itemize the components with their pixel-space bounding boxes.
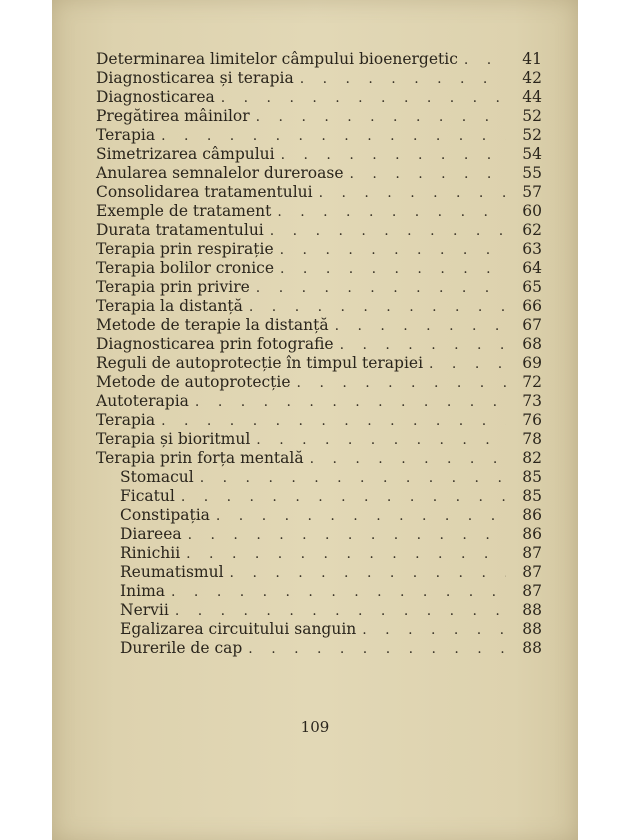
toc-entry-title: Durata tratamentului — [96, 221, 264, 239]
dot-leader — [300, 70, 506, 89]
toc-entry-page-number: 82 — [522, 449, 542, 467]
page-number: 109 — [300, 718, 330, 736]
toc-entry-page-number: 42 — [522, 69, 542, 87]
toc-entry-page-number: 44 — [522, 88, 542, 106]
dot-leader — [256, 279, 506, 298]
toc-entry-page-number: 41 — [522, 50, 542, 68]
toc-entry — [96, 183, 542, 202]
dot-leader — [221, 89, 506, 108]
toc-entry — [96, 259, 542, 278]
toc-subentry — [96, 506, 542, 525]
dot-leader — [270, 222, 506, 241]
toc-entry-title: Constipația — [120, 506, 210, 524]
dot-leader — [335, 317, 506, 336]
toc-entry-page-number: 86 — [522, 525, 542, 543]
toc-entry-title: Terapia prin forța mentală — [96, 449, 304, 467]
toc-subentry — [96, 487, 542, 506]
dot-leader — [464, 51, 506, 70]
toc-entry-page-number: 72 — [522, 373, 542, 391]
table-of-contents — [96, 50, 542, 658]
toc-entry — [96, 278, 542, 297]
toc-entry-title: Exemple de tratament — [96, 202, 272, 220]
toc-entry-page-number: 64 — [522, 259, 542, 277]
dot-leader — [319, 184, 506, 203]
toc-entry — [96, 164, 542, 183]
toc-entry-title: Reguli de autoprotecție în timpul terapiei — [96, 354, 424, 372]
toc-entry-title: Diagnosticarea prin fotografie — [96, 335, 334, 353]
toc-entry-page-number: 73 — [522, 392, 542, 410]
book-page — [52, 0, 578, 840]
toc-entry — [96, 50, 542, 69]
dot-leader — [297, 374, 506, 393]
toc-entry-title: Determinarea limitelor câmpului bioenergetic — [96, 50, 458, 68]
toc-entry-title: Rinichii — [120, 544, 181, 562]
toc-entry-title: Terapia și bioritmul — [96, 430, 251, 448]
dot-leader — [171, 583, 506, 602]
toc-entry — [96, 202, 542, 221]
toc-entry-page-number: 54 — [522, 145, 542, 163]
dot-leader — [429, 355, 506, 374]
dot-leader — [310, 450, 506, 469]
toc-entry-title: Diagnosticarea și terapia — [96, 69, 294, 87]
dot-leader — [248, 640, 506, 659]
dot-leader — [256, 108, 506, 127]
toc-entry-title: Durerile de cap — [120, 639, 243, 657]
toc-entry — [96, 88, 542, 107]
toc-entry-title: Terapia — [96, 126, 156, 144]
toc-entry-page-number: 60 — [522, 202, 542, 220]
dot-leader — [195, 393, 506, 412]
toc-entry-page-number: 88 — [522, 601, 542, 619]
toc-entry — [96, 354, 542, 373]
toc-entry-title: Terapia prin privire — [96, 278, 250, 296]
toc-entry-page-number: 87 — [522, 544, 542, 562]
toc-entry-page-number: 86 — [522, 506, 542, 524]
toc-entry-title: Anularea semnalelor dureroase — [96, 164, 344, 182]
toc-entry — [96, 335, 542, 354]
toc-entry-title: Consolidarea tratamentului — [96, 183, 313, 201]
toc-entry-page-number: 52 — [522, 126, 542, 144]
toc-entry-page-number: 69 — [522, 354, 542, 372]
toc-entry-title: Autoterapia — [96, 392, 189, 410]
toc-entry-page-number: 65 — [522, 278, 542, 296]
toc-entry — [96, 430, 542, 449]
toc-entry-title: Reumatismul — [120, 563, 224, 581]
toc-entry — [96, 392, 542, 411]
toc-entry-page-number: 85 — [522, 468, 542, 486]
toc-entry-page-number: 52 — [522, 107, 542, 125]
toc-entry-title: Terapia — [96, 411, 156, 429]
toc-entry — [96, 240, 542, 259]
dot-leader — [350, 165, 506, 184]
toc-entry-title: Terapia prin respirație — [96, 240, 274, 258]
toc-entry-title: Metode de terapie la distanță — [96, 316, 329, 334]
toc-entry — [96, 69, 542, 88]
dot-leader — [277, 203, 506, 222]
toc-entry-page-number: 87 — [522, 563, 542, 581]
toc-entry-title: Diareea — [120, 525, 182, 543]
toc-entry — [96, 107, 542, 126]
dot-leader — [362, 621, 506, 640]
dot-leader — [161, 127, 506, 146]
toc-entry — [96, 297, 542, 316]
dot-leader — [230, 564, 506, 583]
dot-leader — [186, 545, 506, 564]
toc-entry-page-number: 63 — [522, 240, 542, 258]
toc-entry — [96, 316, 542, 335]
dot-leader — [181, 488, 506, 507]
toc-subentry — [96, 544, 542, 563]
dot-leader — [249, 298, 506, 317]
toc-entry-page-number: 87 — [522, 582, 542, 600]
toc-subentry — [96, 620, 542, 639]
toc-entry-page-number: 67 — [522, 316, 542, 334]
toc-entry-title: Terapia la distanță — [96, 297, 243, 315]
toc-entry — [96, 126, 542, 145]
dot-leader — [256, 431, 506, 450]
toc-entry — [96, 221, 542, 240]
toc-entry-title: Terapia bolilor cronice — [96, 259, 275, 277]
dot-leader — [216, 507, 506, 526]
toc-entry-page-number: 76 — [522, 411, 542, 429]
toc-subentry — [96, 468, 542, 487]
toc-entry-title: Simetrizarea câmpului — [96, 145, 275, 163]
toc-entry-page-number: 88 — [522, 639, 542, 657]
toc-subentry — [96, 639, 542, 658]
toc-entry-page-number: 55 — [522, 164, 542, 182]
dot-leader — [188, 526, 506, 545]
dot-leader — [280, 260, 506, 279]
toc-entry-page-number: 68 — [522, 335, 542, 353]
toc-entry — [96, 145, 542, 164]
dot-leader — [200, 469, 506, 488]
toc-entry-title: Pregătirea mâinilor — [96, 107, 250, 125]
toc-subentry — [96, 601, 542, 620]
toc-subentry — [96, 582, 542, 601]
toc-entry-title: Metode de autoprotecție — [96, 373, 291, 391]
toc-entry-title: Ficatul — [120, 487, 175, 505]
toc-entry-page-number: 88 — [522, 620, 542, 638]
toc-entry — [96, 449, 542, 468]
toc-entry-page-number: 78 — [522, 430, 542, 448]
toc-entry-title: Egalizarea circuitului sanguin — [120, 620, 357, 638]
dot-leader — [280, 241, 506, 260]
dot-leader — [175, 602, 506, 621]
toc-entry-page-number: 85 — [522, 487, 542, 505]
dot-leader — [281, 146, 506, 165]
toc-entry — [96, 411, 542, 430]
toc-entry-title: Stomacul — [120, 468, 194, 486]
toc-entry-page-number: 66 — [522, 297, 542, 315]
toc-entry — [96, 373, 542, 392]
toc-subentry — [96, 525, 542, 544]
toc-entry-title: Inima — [120, 582, 166, 600]
toc-entry-page-number: 62 — [522, 221, 542, 239]
toc-entry-title: Diagnosticarea — [96, 88, 215, 106]
toc-entry-title: Nervii — [120, 601, 169, 619]
dot-leader — [340, 336, 506, 355]
dot-leader — [161, 412, 506, 431]
toc-entry-page-number: 57 — [522, 183, 542, 201]
toc-subentry — [96, 563, 542, 582]
